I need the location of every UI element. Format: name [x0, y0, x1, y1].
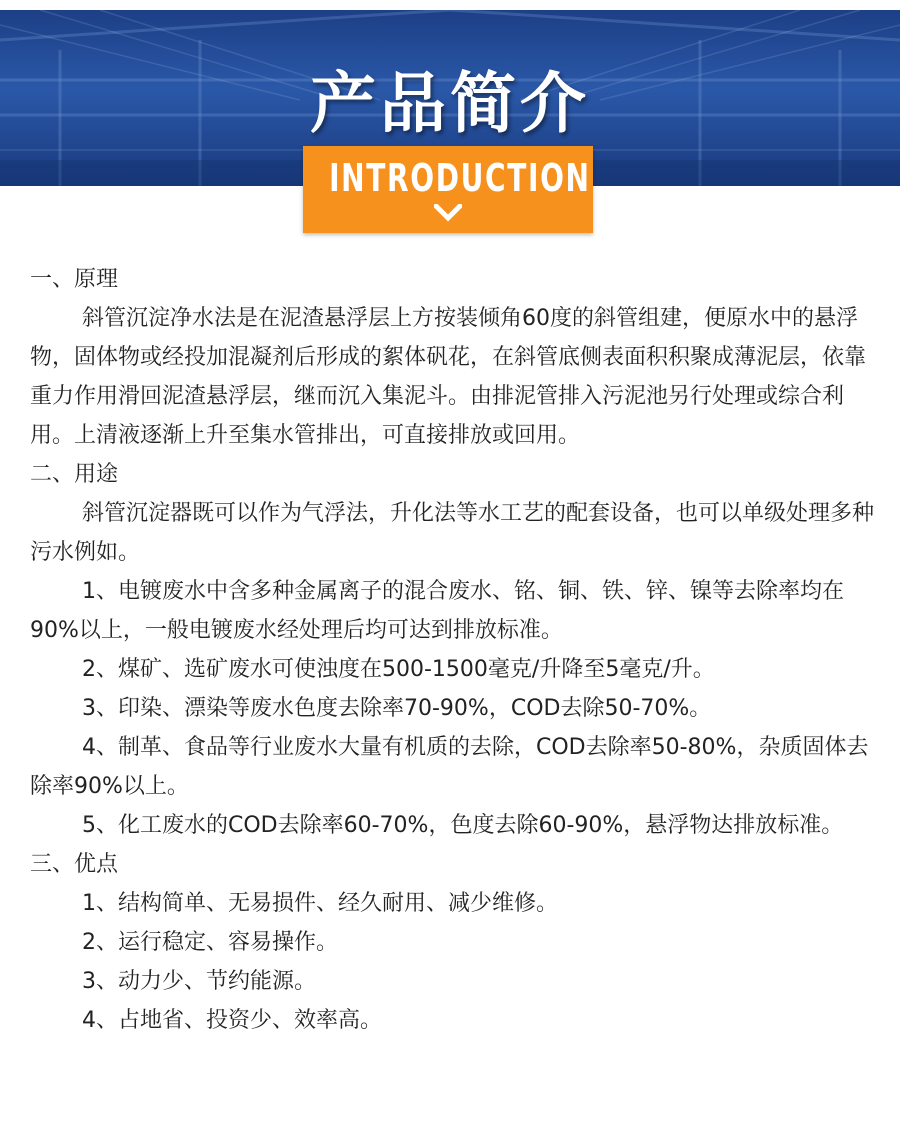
introduction-badge — [303, 146, 593, 233]
advantage-item: 1、结构简单、无易损件、经久耐用、减少维修。 — [82, 891, 558, 916]
usage-item: 1、电镀废水中含多种金属离子的混合废水、铭、铜、铁、锌、镍等去除率均在90%以上，一般电镀废水经处理后均可达到排放标准。 — [30, 579, 844, 643]
principle-paragraph: 斜管沉淀净水法是在泥渣悬浮层上方按装倾角60度的斜管组建，便原水中的悬浮物，固体物或经投加混凝剂后形成的絮体矾花，在斜管底侧表面积积聚成薄泥层，依靠重力作用滑回泥渣悬浮层，继而沉入集泥斗。由排泥管排入污泥池另行处理或综合利用。上清液逐渐上升至集水管排出，可直接排放或回用。 — [30, 306, 867, 448]
chevron-down-icon — [434, 204, 462, 222]
usage-item: 4、制革、食品等行业废水大量有机质的去除，COD去除率50-80%，杂质固体去除率90%以上。 — [30, 735, 869, 799]
advantage-item: 4、占地省、投资少、效率高。 — [82, 1008, 382, 1033]
section-heading-advantages: 三、优点 — [30, 852, 119, 877]
subtitle: INTRODUCTION — [329, 156, 591, 200]
section-heading-usage: 二、用途 — [30, 462, 119, 487]
usage-intro: 斜管沉淀器既可以作为气浮法，升化法等水工艺的配套设备，也可以单级处理多种污水例如。 — [30, 501, 875, 565]
advantage-item: 2、运行稳定、容易操作。 — [82, 930, 338, 955]
usage-item: 3、印染、漂染等废水色度去除率70-90%，COD去除50-70%。 — [82, 696, 712, 721]
article-body — [30, 260, 880, 1040]
page-title: 产品简介 — [310, 65, 590, 142]
section-heading-principle: 一、原理 — [30, 267, 119, 292]
advantage-item: 3、动力少、节约能源。 — [82, 969, 316, 994]
usage-item: 5、化工废水的COD去除率60-70%，色度去除60-90%，悬浮物达排放标准。 — [82, 813, 844, 838]
usage-item: 2、煤矿、选矿废水可使浊度在500-1500毫克/升降至5毫克/升。 — [82, 657, 715, 682]
